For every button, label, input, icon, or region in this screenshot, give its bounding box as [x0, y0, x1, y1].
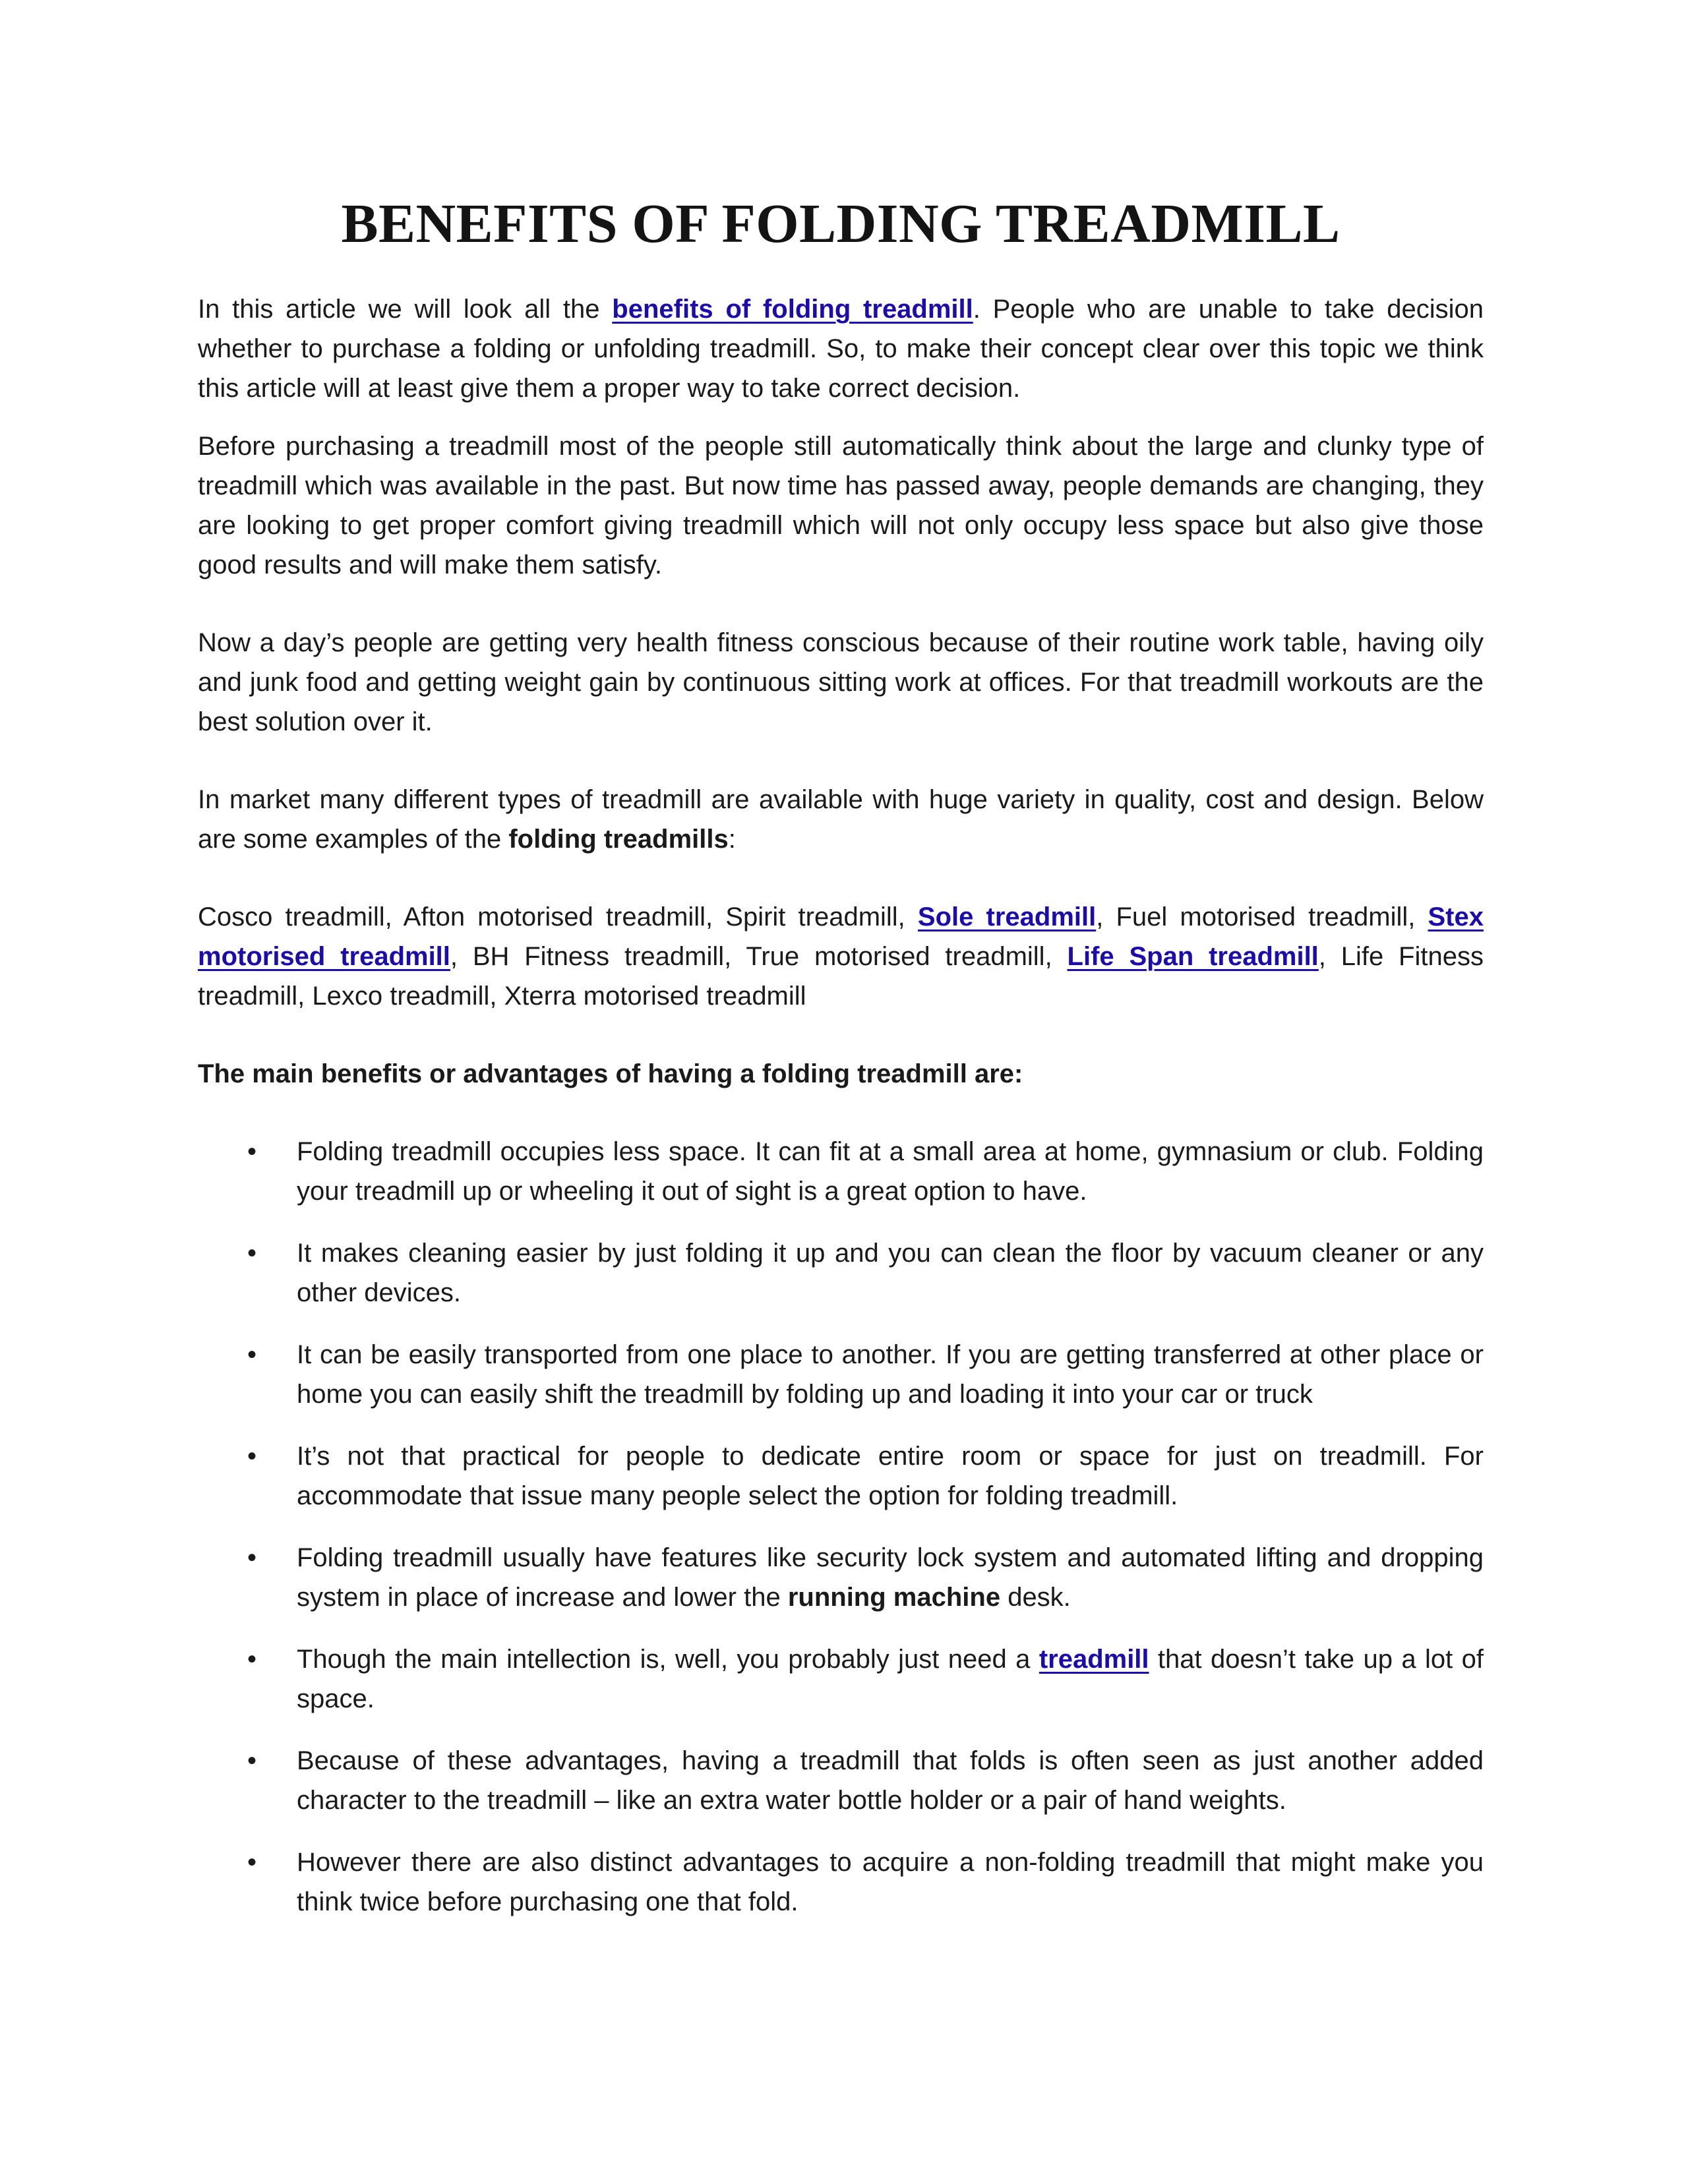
benefit-text-end: desk. [1000, 1582, 1071, 1612]
intro-text-start: In this article we will look all the [198, 294, 613, 324]
sole-treadmill-link[interactable]: Sole treadmill [917, 902, 1097, 931]
market-text-start: In market many different types of treadmill are available with huge variety in quality, cost and design. Below are some examples of the [198, 784, 1484, 854]
paragraph-purchasing: Before purchasing a treadmill most of the people still automatically think about the large and clunky type of treadmill which was available in the past. But now time has passed away, people demands are changing, they are looking to get proper comfort giving treadmill which will not only occupy less space but also give those good results and will make them satisfy. [198, 431, 1484, 579]
folding-treadmills-bold: folding treadmills [508, 824, 729, 854]
list-item [198, 1233, 1484, 1313]
examples-text-3: , BH Fitness treadmill, True motorised treadmill, [450, 941, 1068, 971]
treadmill-link[interactable]: treadmill [1039, 1644, 1149, 1674]
list-item [198, 1639, 1484, 1719]
examples-text-1: Cosco treadmill, Afton motorised treadmill, Spirit treadmill, [198, 902, 918, 931]
market-text-end: : [728, 824, 736, 854]
bullet-icon: • [247, 1543, 257, 1572]
bullet-icon: • [247, 1136, 257, 1166]
life-span-treadmill-link[interactable]: Life Span treadmill [1067, 941, 1319, 971]
list-item [198, 1538, 1484, 1617]
intro-paragraph [198, 289, 1484, 408]
benefit-text: It makes cleaning easier by just folding it up and you can clean the floor by vacuum cleaner or any other devices. [297, 1238, 1484, 1307]
stex-motorised-treadmill-link[interactable]: Stex motorised treadmill [198, 902, 1484, 971]
list-item [198, 1132, 1484, 1211]
examples-text-4: , Life Fitness treadmill, Lexco treadmill, Xterra motorised treadmill [198, 941, 1484, 1011]
bullet-icon: • [247, 1644, 257, 1674]
page-title: BENEFITS OF FOLDING TREADMILL [341, 193, 1341, 254]
benefit-text: Because of these advantages, having a treadmill that folds is often seen as just another added character to the treadmill – like an extra water bottle holder or a pair of hand weights. [297, 1746, 1484, 1815]
benefit-text-start: Folding treadmill usually have features like security lock system and automated lifting and dropping system in place of increase and lower the [297, 1543, 1484, 1612]
list-item [198, 1843, 1484, 1922]
list-item [198, 1436, 1484, 1516]
paragraph-market [198, 780, 1484, 859]
bullet-icon: • [247, 1238, 257, 1268]
intro-text-end: . People who are unable to take decision whether to purchase a folding or unfolding treadmill. So, to make their concept clear over this topic we think this article will at least give them a proper way to take correct decision. [198, 294, 1484, 403]
paragraph-health: Now a day’s people are getting very health fitness conscious because of their routine work table, having oily and junk food and getting weight gain by continuous sitting work at offices. For that treadmill workouts are the best solution over it. [198, 628, 1484, 736]
benefits-list [198, 1132, 1484, 1922]
list-item [198, 1741, 1484, 1820]
paragraph-examples [198, 897, 1484, 1016]
benefit-text: Folding treadmill occupies less space. It can fit at a small area at home, gymnasium or club. Folding your treadmill up or wheeling it out of sight is a great option to have. [297, 1136, 1484, 1206]
benefits-of-folding-treadmill-link[interactable]: benefits of folding treadmill [612, 294, 973, 324]
benefit-text: It can be easily transported from one place to another. If you are getting transferred at other place or home you can easily shift the treadmill by folding up and loading it into your car or truck [297, 1340, 1484, 1409]
running-machine-bold: running machine [787, 1582, 1001, 1612]
benefit-text: However there are also distinct advantages to acquire a non-folding treadmill that might make you think twice before purchasing one that fold. [297, 1847, 1484, 1916]
bullet-icon: • [247, 1746, 257, 1775]
benefit-text-start: Though the main intellection is, well, you probably just need a [297, 1644, 1039, 1674]
list-item [198, 1335, 1484, 1414]
bullet-icon: • [247, 1340, 257, 1369]
benefit-text: It’s not that practical for people to dedicate entire room or space for just on treadmill. For accommodate that issue many people select the option for folding treadmill. [297, 1441, 1484, 1510]
benefits-heading: The main benefits or advantages of having a folding treadmill are: [198, 1059, 1023, 1088]
examples-text-2: , Fuel motorised treadmill, [1096, 902, 1428, 931]
bullet-icon: • [247, 1441, 257, 1471]
bullet-icon: • [247, 1847, 257, 1877]
benefit-text-end: that doesn’t take up a lot of space. [297, 1644, 1484, 1713]
